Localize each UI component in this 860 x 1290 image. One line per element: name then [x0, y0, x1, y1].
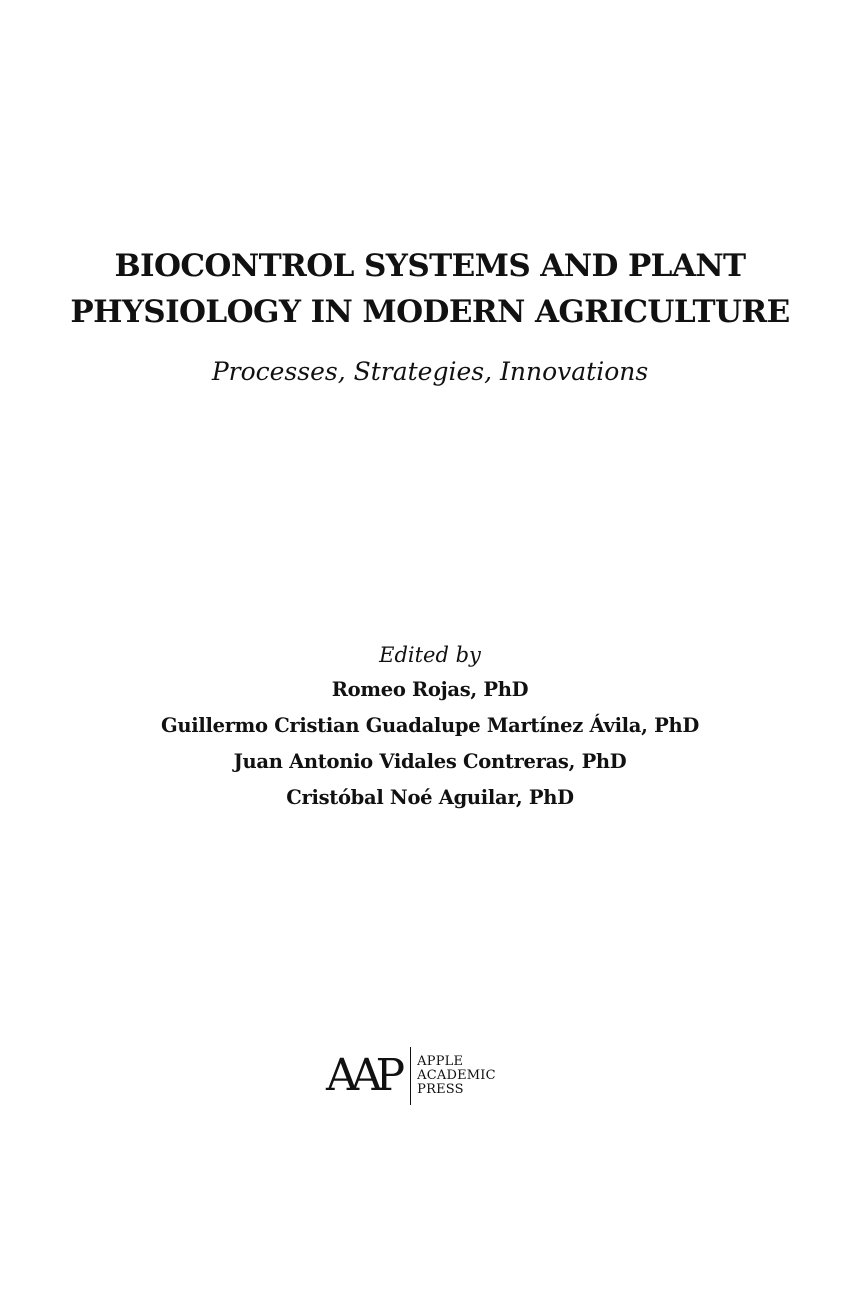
editor-name: Juan Antonio Vidales Contreras, PhD [233, 750, 627, 773]
publisher-logo [326, 1045, 496, 1107]
book-subtitle: Processes, Strategies, Innovations [211, 357, 649, 386]
book-title-line-1: BIOCONTROL SYSTEMS AND PLANT [114, 248, 746, 284]
book-title [0, 243, 860, 335]
publisher-name [417, 1055, 496, 1097]
editor-name: Romeo Rojas, PhD [331, 678, 529, 701]
editor-name: Cristóbal Noé Aguilar, PhD [286, 786, 574, 809]
logo-divider [410, 1047, 411, 1105]
publisher-name-line: PRESS [417, 1082, 464, 1097]
publisher-logo-mark: AAP [326, 1050, 399, 1101]
book-title-line-2: PHYSIOLOGY IN MODERN AGRICULTURE [70, 294, 790, 330]
editors-block [0, 638, 860, 816]
edited-by-label: Edited by [379, 643, 481, 667]
editor-name: Guillermo Cristian Guadalupe Martínez Ávila, PhD [161, 714, 699, 737]
publisher-name-line: APPLE [417, 1054, 464, 1069]
publisher-name-line: ACADEMIC [417, 1068, 496, 1083]
